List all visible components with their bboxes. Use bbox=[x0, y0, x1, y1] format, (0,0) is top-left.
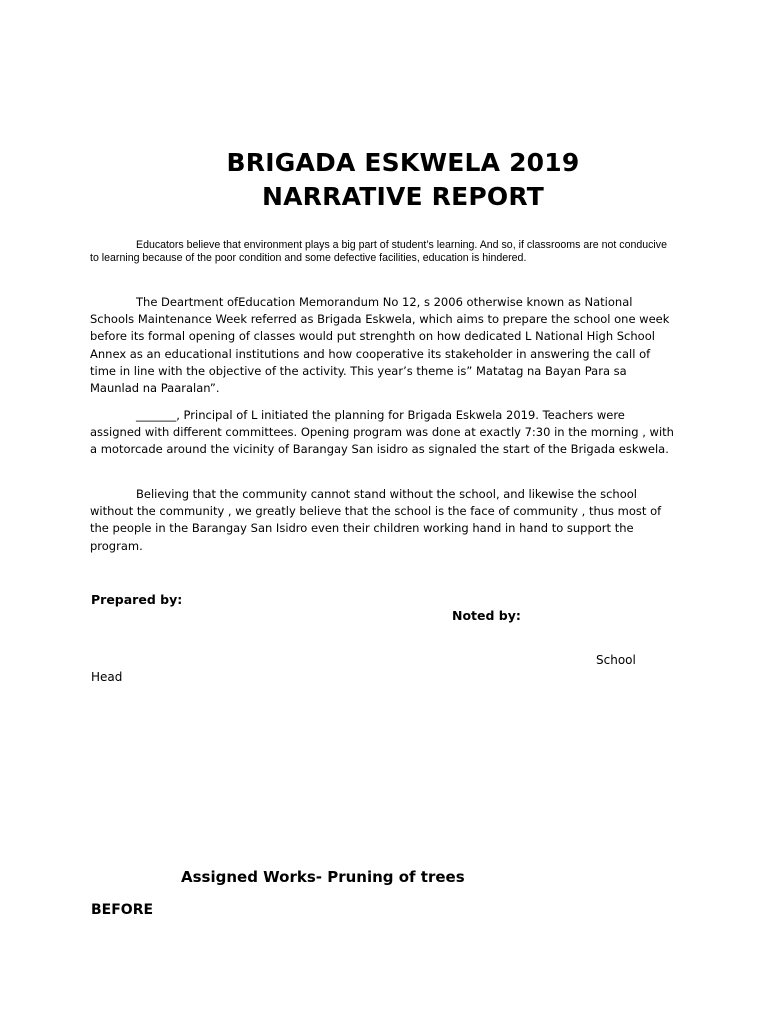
paragraph-intro-text: Educators believe that environment plays a big part of student’s learning. And so, if classrooms are not conducive to learning because of the poor condition and some defective facilities, education is hindered. bbox=[90, 239, 667, 264]
assigned-works-heading: Assigned Works- Pruning of trees bbox=[181, 868, 465, 886]
paragraph-intro bbox=[90, 239, 674, 265]
document-title-line2: NARRATIVE REPORT bbox=[262, 182, 544, 211]
paragraph-memorandum bbox=[90, 294, 674, 397]
paragraph-principal-text: _______, Principal of L initiated the planning for Brigada Eskwela 2019. Teachers were assigned with different committees. Opening program was done at exactly 7:30 in the morning , with a motorcade around the vicinity of Barangay San isidro as signaled the start of the Brigada eskwela. bbox=[90, 408, 674, 457]
document-title-line1: BRIGADA ESKWELA 2019 bbox=[226, 148, 580, 177]
before-heading: BEFORE bbox=[91, 902, 154, 918]
head-label: Head bbox=[91, 670, 123, 684]
paragraph-community bbox=[90, 486, 674, 555]
prepared-by-label: Prepared by: bbox=[91, 592, 183, 607]
paragraph-memorandum-text: The Deartment ofEducation Memorandum No 12, s 2006 otherwise known as National Schools Maintenance Week referred as Brigada Eskwela, which aims to prepare the school one week before its formal opening of classes would put strenghth on how dedicated L National High School Annex as an educational institutions and how cooperative its stakeholder in answering the call of time in line with the objective of the activity. This year’s theme is” Matatag na Bayan Para sa Maunlad na Paaralan”. bbox=[90, 295, 670, 396]
school-label: School bbox=[596, 653, 636, 667]
noted-by-label: Noted by: bbox=[452, 608, 521, 623]
paragraph-community-text: Believing that the community cannot stand without the school, and likewise the school without the community , we greatly believe that the school is the face of community , thus most of the people in the Barangay San Isidro even their children working hand in hand to support the program. bbox=[90, 487, 662, 553]
paragraph-principal bbox=[90, 407, 674, 459]
